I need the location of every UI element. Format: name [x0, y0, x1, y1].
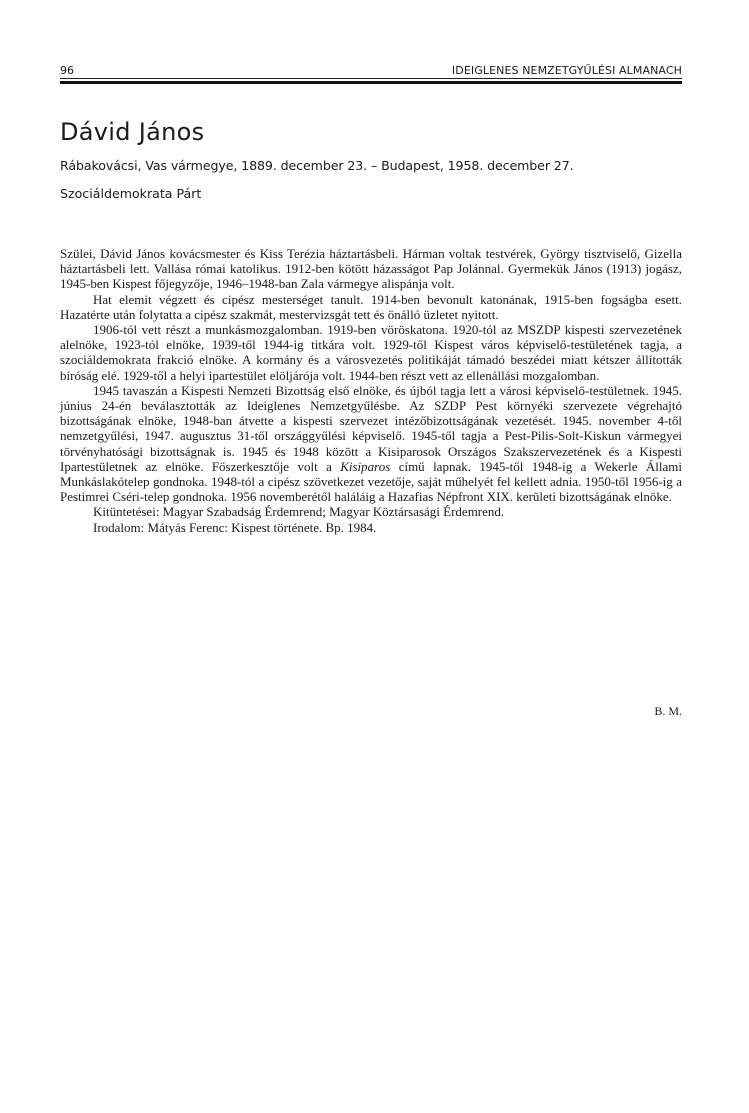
- page-number: 96: [60, 64, 74, 77]
- paragraph-awards: Kitüntetései: Magyar Szabadság Érdemrend; Magyar Köztársasági Érdemrend.: [93, 504, 505, 520]
- paragraph-education: Hat elemit végzett és cipész mesterséget tanult. 1914-ben bevonult katonának, 1915-ben fogságba esett. Hazatérte után folytatta a cipész szakmát, mestervizsgát tett és önálló üzletet nyitott.: [60, 291, 682, 322]
- paragraph-movement: 1906-tól vett részt a munkásmozgalomban. 1919-ben vöröskatona. 1920-tól az MSZDP kispesti szervezetének alelnöke, 1923-tól elnöke, 1939-től 1944-ig titkára volt. 1929-től Kispest város képviselő-testületének tagja, a szociáldemokrata frakció elnöke. A kormány és a városvezetés politikáját támadó beszédei miatt kétszer állították bíróság elé. 1929-től a helyi ipartestület elöljárója volt. 1944-ben részt vett az ellenállási mozgalomban.: [60, 322, 682, 383]
- entry-name: Dávid János: [60, 118, 205, 146]
- career-text-start: 1945 tavaszán a Kispesti Nemzeti Bizottság első elnöke, és újból tagja lett a városi képviselő-testületnek. 1945. június 24-én beválasztották az Ideiglenes Nemzetgyűlésbe. Az SZDP Pest környéki szervezete végrehajtó bizottságának elnöke, 1948-ban átvette a kispesti szervezet intézőbizottságának vezetését. 1945. november 4-től nemzetgyűlési, 1947. augusztus 31-től országgyűlési képviselő. 1945-től tagja a Pest-Pilis-Solt-Kiskun vármegyei törvényhatósági bizottságnak is. 1945 és 1948 között a Kisiparosok Országos Szakszervezetének és a Kispesti Ipartestületnek az elnöke. Főszerkesztője volt a: [60, 382, 682, 474]
- career-text-end: című lapnak. 1945-től 1948-ig a Wekerle Állami Munkáslakótelep gondnoka. 1948-tól a cipész szövetkezet vezetője, saját műhelyét fel kellett adnia. 1950-től 1956-ig a Pestimrei Cséri-telep gondnoka. 1956 novemberétől haláláig a Hazafias Népfront XIX. kerületi bizottságának elnöke.: [60, 458, 682, 505]
- header-rule-thick: [60, 81, 682, 84]
- biography-text: [60, 246, 682, 535]
- header-rule-thin: [60, 78, 682, 79]
- party-affiliation: Szociáldemokrata Párt: [60, 186, 202, 201]
- paragraph-literature: Irodalom: Mátyás Ferenc: Kispest története. Bp. 1984.: [93, 519, 377, 535]
- running-title: IDEIGLENES NEMZETGYŰLÉSI ALMANACH: [451, 64, 682, 77]
- newspaper-title: Kisiparos: [340, 458, 391, 474]
- page-header: [60, 62, 682, 78]
- paragraph-career: [60, 383, 682, 505]
- paragraph-family: Szülei, Dávid János kovácsmester és Kiss Terézia háztartásbeli. Hárman voltak testvérek, György tisztviselő, Gizella háztartásbeli lett. Vallása római katolikus. 1912-ben kötött házasságot Pap Jolánnal. Gyermekük János (1913) jogász, 1945-ben Kispest főjegyzője, 1946–1948-ban Zala vármegye alispánja volt.: [60, 246, 682, 292]
- birth-death-line: Rábakovácsi, Vas vármegye, 1889. december 23. – Budapest, 1958. december 27.: [60, 158, 574, 173]
- author-signature: B. M.: [654, 704, 682, 718]
